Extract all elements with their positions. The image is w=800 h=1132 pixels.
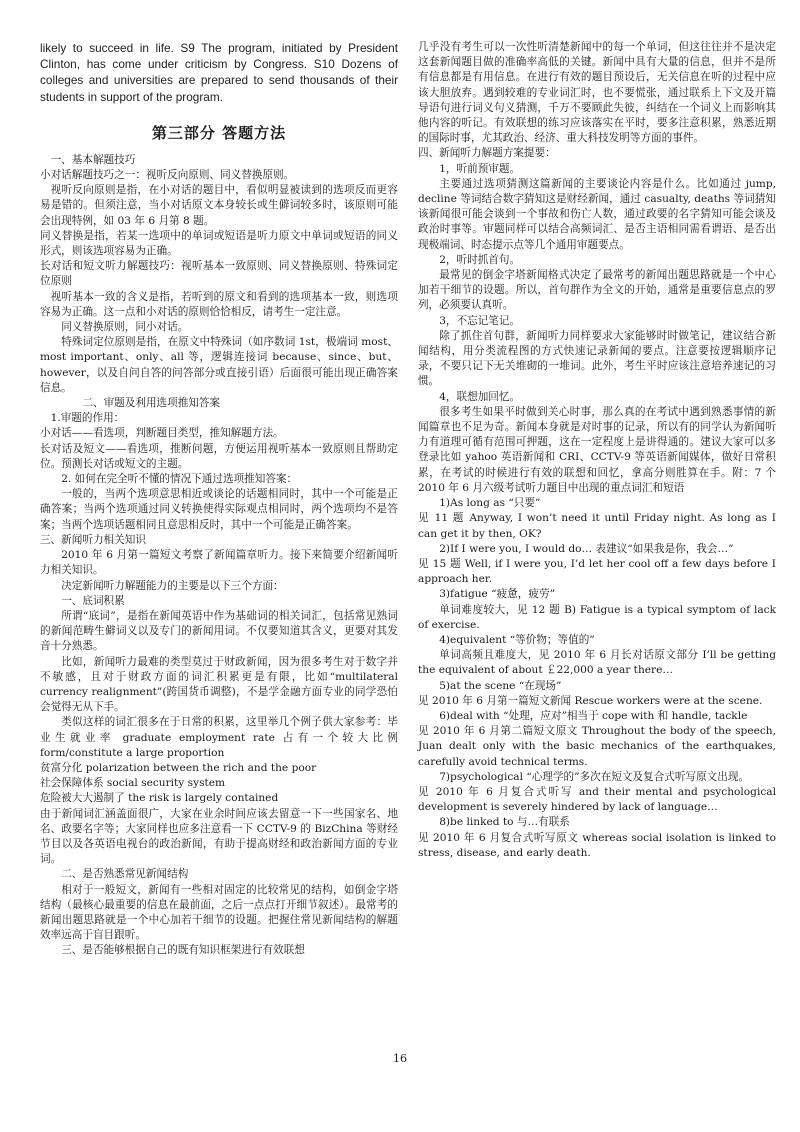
section-title: 第三部分 答题方法 — [151, 123, 287, 142]
list-item: 7)psychological “心理学的”多次在短文及复合式听写原文出现。 — [439, 770, 750, 783]
paragraph: 特殊词定位原则是指，在原文中特殊词（如序数词 1st，极端词 most、most important、only、all 等，逻辑连接词 because、since、but、however，以及自问自答的问答部分或直接引语）后面很可能出现正确答案信息。 — [40, 336, 398, 394]
paragraph: 2010 年 6 月第一篇短文考察了新闻篇章听力。接下来简要介绍新闻听力相关知识。 — [40, 549, 398, 577]
paragraph: 2. 如何在完全听不懂的情况下通过选项推知答案： — [61, 473, 298, 486]
paragraph: 社会保障体系 social security system — [40, 777, 226, 790]
subheading: 4，联想加回忆。 — [439, 390, 521, 403]
paragraph: 最常见的倒金字塔新闻格式决定了最常考的新闻出题思路就是一个中心加若干细节的设题。所以，首句群作为全文的开始，通常是重要信息点的罗列，必须要认真听。 — [418, 269, 776, 312]
list-item: 5)at the scene “在现场” — [439, 679, 562, 692]
paragraph: 见 15 题 Well, if I were you, I’d let her cool off a few days before I approach her. — [418, 557, 776, 586]
paragraph: 类似这样的词汇很多在于日常的积累，这里举几个例子供大家参考：毕业生就业率 graduate employment rate 占有一个较大比例 form/constitute a large proportion — [40, 716, 398, 759]
list-item: 2)If I were you, I would do… 表建议“如果我是你，我会…” — [439, 542, 734, 555]
paragraph: 危险被大大遏制了 the risk is largely contained — [40, 792, 279, 805]
list-item: 8)be linked to 与…有联系 — [439, 816, 570, 829]
english-passage-continuation: likely to succeed in life. S9 The program, initiated by President Clinton, has come under criticism by Congress. S10 Dozens of colleges and universities are prepared to send thousands of their students in support of the program. — [40, 41, 398, 104]
paragraph: 见 2010 年 6 月复合式听写 and their mental and psychological development is severely hindered by lack of language… — [418, 785, 776, 814]
paragraph: 决定新闻听力解题能力的主要是以下三个方面： — [61, 579, 284, 592]
paragraph: 单词高频且难度大，见 2010 年 6 月长对话原文部分 I’ll be getting the equivalent of about ￡22,000 a year there… — [418, 649, 776, 677]
paragraph: 见 2010 年 6 月第二篇短文原文 Throughout the body of the speech, Juan dealt only with the basic mechanics of the earthquakes, carefully avoid technical terms. — [418, 725, 776, 768]
paragraph: 几乎没有考生可以一次性听清楚新闻中的每一个单词，但这往往并不是决定这套新闻题目做的准确率高低的关键。新闻中具有大量的信息，但并不是所有信息都是有用信息。在进行有效的题目预设后，无关信息在听的过程中应该大胆放弃。遇到较难的专业词汇时，也不要慌张，通过联系上下文及开篇导语句进行词义句义猜测，千万不要顾此失彼，纠结在一个词义上而影响其他内容的听记。有效联想的练习应该落实在平时，要多注意积累，熟悉近期的国际时事，尤其政治、经济、重大科技发明等方面的事件。 — [418, 41, 776, 145]
subheading: 二、是否熟悉常见新闻结构 — [61, 868, 189, 881]
subheading: 一、底词积累 — [61, 594, 125, 607]
paragraph: 贫富分化 polarization between the rich and the poor — [40, 761, 317, 774]
list-item: 1)As long as “只要” — [439, 497, 541, 510]
paragraph: 视听反向原则是指，在小对话的题目中，看似明显被读到的选项反而更容易是错的。但须注意，当小对话原文本身较长或生僻词较多时，该原则可能会出现特例，如 03 年 6 月第 8 题。 — [40, 184, 398, 227]
paragraph: 小对话——看选项，判断题目类型，推知解题方法。 — [40, 427, 284, 440]
paragraph: 比如，新闻听力最难的类型莫过于财政新闻，因为很多考生对于数字并不敏感，且对于财政方面的词汇积累更是有限，比如“multilateral currency realignment”(跨国货币调整)，不是学金融方面专业的同学恐怕会觉得无从下手。 — [40, 655, 398, 714]
paragraph: 见 2010 年 6 月第一篇短文新闻 Rescue workers were at the scene. — [418, 694, 763, 707]
paragraph: 同义替换原则，同小对话。 — [61, 321, 189, 334]
paragraph: 单词难度较大，见 12 题 B) Fatigue is a typical symptom of lack of exercise. — [418, 603, 776, 631]
paragraph: 见 2010 年 6 月复合式听写原文 whereas social isolation is linked to stress, disease, and early death. — [418, 831, 776, 859]
paragraph: 相对于一般短文，新闻有一些相对固定的比较常见的结构，如倒金字塔结构（最核心最重要的信息在最前面，之后一点点打开细节叙述）。最常考的新闻出题思路就是一个中心加若干细节的设题。把握住常见新闻结构的解题效率远高于盲目跟听。 — [40, 883, 398, 942]
subheading: 三、新闻听力相关知识 — [40, 533, 146, 546]
paragraph: 主要通过选项猜测这篇新闻的主要谈论内容是什么。比如通过 jump, decline 等词结合数字猜知这是财经新闻，通过 casualty, deaths 等词猜知该新闻很可能会谈到一个事故和伤亡人数，通过政要的名字猜知可能会谈及政治时事等。审题同样可以结合高频词汇、是否主语相同需看谓语、是否出现极端词、时态提示点等几个通用审题要点。 — [418, 177, 776, 251]
paragraph: 同义替换是指，若某一选项中的单词或短语是听力原文中单词或短语的同义形式，则该选项容易为正确。 — [40, 229, 398, 258]
subheading: 一、基本解题技巧 — [50, 153, 136, 166]
paragraph: 见 11 题 Anyway, I won’t need it until Friday night. As long as I can get it by then, OK? — [418, 512, 776, 540]
paragraph: 1.审题的作用： — [50, 412, 125, 425]
subheading: 3，不忘记笔记。 — [439, 314, 521, 327]
subheading: 二、审题及利用选项推知答案 — [82, 397, 221, 410]
paragraph: 长对话和短文听力解题技巧：视听基本一致原则、同义替换原则、特殊词定位原则 — [40, 260, 398, 288]
paragraph: 一般的，当两个选项意思相近或谈论的话题相同时，其中一个可能是正确答案；当两个选项通过同义转换使得实际观点相同时，两个选项均不是答案；当两个选项话题相同且意思相反时，其中一个可能是正确答案。 — [40, 488, 398, 531]
page-number: 16 — [393, 1052, 407, 1065]
list-item: 6)deal with “处理，应对”相当于 cope with 和 handle, tackle — [439, 709, 748, 722]
list-item: 4)equivalent “等价物；等值的” — [439, 633, 595, 646]
subheading: 1，听前预审题。 — [439, 162, 521, 175]
subheading: 四、新闻听力解题方案提要： — [418, 147, 556, 160]
paragraph: 视听基本一致的含义是指，若听到的原文和看到的选项基本一致，则选项容易为正确。这一点和小对话的原则恰恰相反，请考生一定注意。 — [40, 290, 398, 318]
subheading: 2，听时抓首句。 — [439, 253, 521, 266]
paragraph: 由于新闻词汇涵盖面很广，大家在业余时间应该去留意一下一些国家名、地名、政要名字等；大家同样也应多注意看一下 CCTV-9 的 BizChina 等财经节目以及各英语电视台的政治新闻，有助于提高财经和政治新闻方面的专业词。 — [40, 807, 398, 866]
paragraph: 除了抓住首句群，新闻听力同样要求大家能够时时做笔记，建议结合新闻结构，用分类流程图的方式快速记录新闻的要点。注意要按逻辑顺序记录，不要只记下无关堆砌的一堆词。此外，考生平时应该注意培养速记的习惯。 — [418, 329, 776, 388]
paragraph: 很多考生如果平时做到关心时事，那么真的在考试中遇到熟悉事情的新闻篇章也不足为奇。新闻本身就是对时事的记录，所以有的同学认为新闻听力有道理可循有范围可押题，这在一定程度上是讲得通的。建议大家可以多登录比如 yahoo 英语新闻和 CRI、CCTV-9 等英语新闻媒体，做好日常积累，在考试的时候进行有效的联想和回忆，拿高分则胜算在手。附：7 个 2010 年 6 月六级考试听力题目中出现的重点词汇和短语 — [418, 405, 776, 494]
left-column — [40, 40, 398, 959]
right-column — [418, 40, 776, 861]
paragraph: 小对话解题技巧之一：视听反向原则、同义替换原则。 — [40, 169, 295, 182]
list-item: 3)fatigue “疲惫，疲劳” — [439, 588, 555, 601]
subheading: 三、是否能够根据自己的既有知识框架进行有效联想 — [61, 944, 305, 957]
paragraph: 所谓“底词”，是指在新闻英语中作为基础词的相关词汇，包括常见熟词的新闻范畴生僻词义以及专门的新闻用词。不仅要知道其含义，更要对其发音十分熟悉。 — [40, 609, 398, 653]
paragraph: 长对话及短文——看选项，推断问题，方便运用视听基本一致原则且帮助定位。预测长对话或短文的主题。 — [40, 442, 398, 470]
